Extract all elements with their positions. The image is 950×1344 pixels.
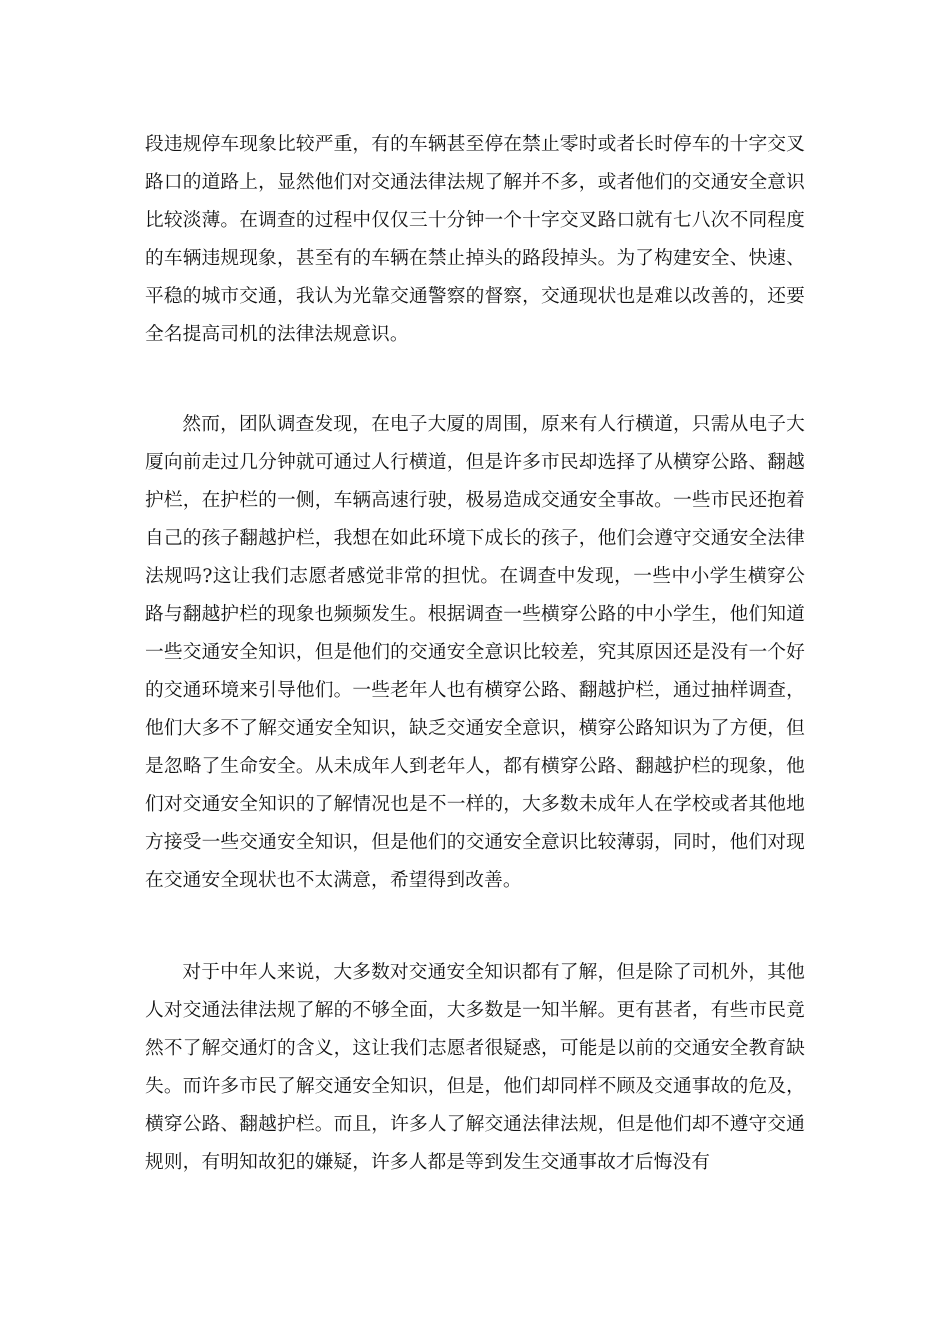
paragraph-2: 然而，团队调查发现，在电子大厦的周围，原来有人行横道，只需从电子大厦向前走过几分钟就可通过人行横道，但是许多市民却选择了从横穿公路、翻越护栏，在护栏的一侧，车辆高速行驶，极易造成交通安全事故。一些市民还抱着自己的孩子翻越护栏，我想在如此环境下成长的孩子，他们会遵守交通安全法律法规吗?这让我们志愿者感觉非常的担忧。在调查中发现，一些中小学生横穿公路与翻越护栏的现象也频频发生。根据调查一些横穿公路的中小学生，他们知道一些交通安全知识，但是他们的交通安全意识比较差，究其原因还是没有一个好的交通环境来引导他们。一些老年人也有横穿公路、翻越护栏，通过抽样调查，他们大多不了解交通安全知识，缺乏交通安全意识，横穿公路知识为了方便，但是忽略了生命安全。从未成年人到老年人，都有横穿公路、翻越护栏的现象，他们对交通安全知识的了解情况也是不一样的，大多数未成年人在学校或者其他地方接受一些交通安全知识，但是他们的交通安全意识比较薄弱，同时，他们对现在交通安全现状也不太满意，希望得到改善。 (145, 414, 805, 891)
paragraph-3: 对于中年人来说，大多数对交通安全知识都有了解，但是除了司机外，其他人对交通法律法规了解的不够全面，大多数是一知半解。更有甚者，有些市民竟然不了解交通灯的含义，这让我们志愿者很疑惑，可能是以前的交通安全教育缺失。而许多市民了解交通安全知识，但是，他们却同样不顾及交通事故的危及，横穿公路、翻越护栏。而且，许多人了解交通法律法规，但是他们却不遵守交通规则，有明知故犯的嫌疑，许多人都是等到发生交通事故才后悔没有 (145, 962, 805, 1173)
paragraph-1: 段违规停车现象比较严重，有的车辆甚至停在禁止零时或者长时停车的十字交叉路口的道路上，显然他们对交通法律法规了解并不多，或者他们的交通安全意识比较淡薄。在调查的过程中仅仅三十分钟一个十字交叉路口就有七八次不同程度的车辆违规现象，甚至有的车辆在禁止掉头的路段掉头。为了构建安全、快速、平稳的城市交通，我认为光靠交通警察的督察，交通现状也是难以改善的，还要全名提高司机的法律法规意识。 (145, 134, 805, 345)
